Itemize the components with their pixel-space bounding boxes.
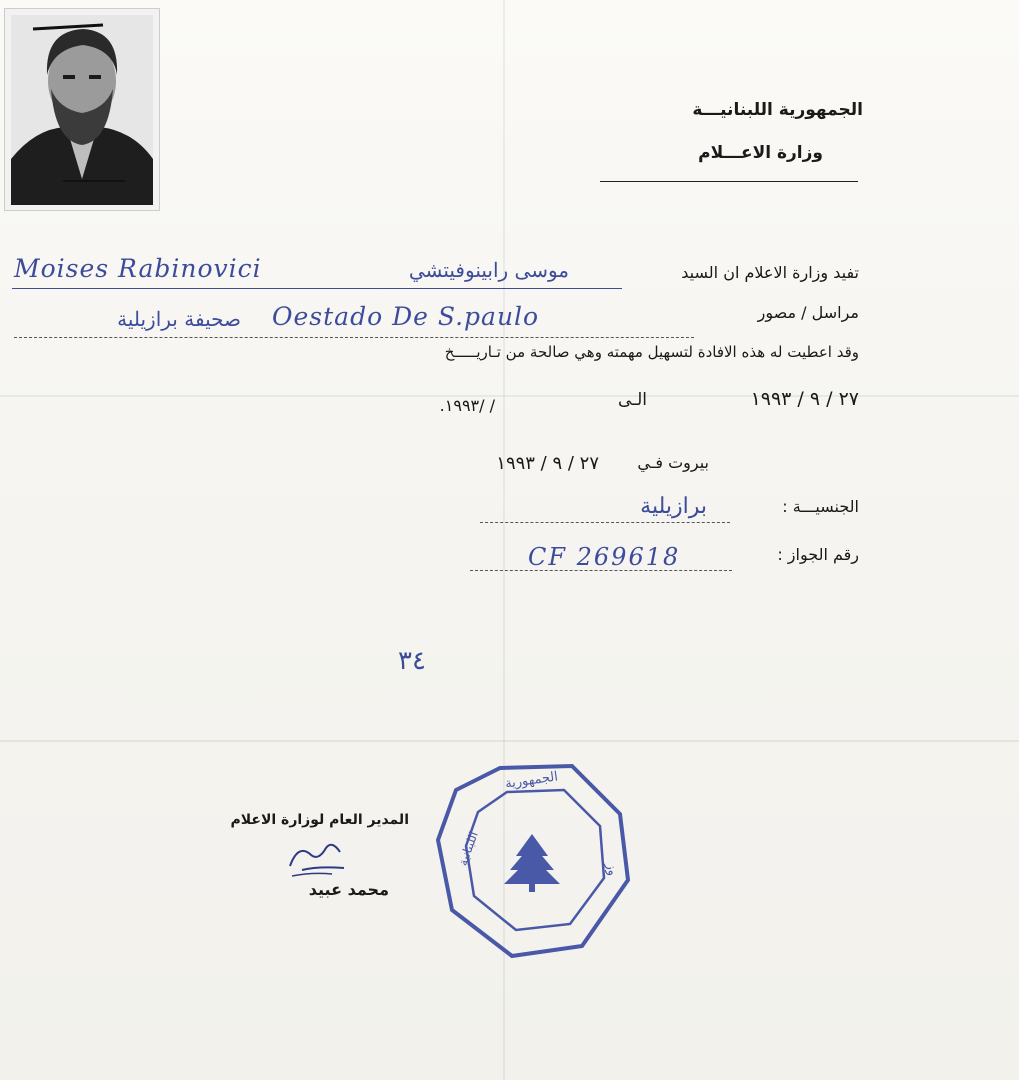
portrait-photo	[4, 8, 160, 211]
name-latin-handwritten: Moises Rabinovici	[14, 254, 262, 283]
passport-number-handwritten: CF 269618	[528, 543, 681, 571]
role-label: مراسل / مصور	[757, 303, 859, 322]
handwritten-signature	[282, 836, 352, 880]
nationality-label: الجنسيـــة :	[782, 497, 859, 516]
newspaper-arabic-handwritten: صحيفة برازيلية	[117, 307, 241, 331]
passport-label: رقم الجواز :	[777, 545, 859, 564]
issue-date: ٢٧ / ٩ / ١٩٩٣	[496, 453, 599, 474]
nationality-underline	[480, 522, 730, 523]
svg-text:اللبنانية: اللبنانية	[455, 829, 481, 868]
svg-text:وز: وز	[602, 861, 620, 877]
valid-to-date: / /١٩٩٣.	[439, 396, 495, 415]
newspaper-underline	[14, 337, 694, 338]
valid-to-label: الـى	[617, 390, 647, 410]
republic-heading: الجمهورية اللبنانيـــة	[692, 100, 863, 120]
svg-text:الجمهورية: الجمهورية	[504, 769, 559, 792]
signatory-title: المدير العام لوزارة الاعلام	[230, 812, 409, 828]
newspaper-latin-handwritten: Oestado De S.paulo	[272, 302, 540, 331]
validity-text: وقد اعطيت له هذه الافادة لتسهيل مهمته وهي صالحة من تـاريـــــخ	[444, 343, 859, 361]
fold-crease-horizontal	[0, 740, 1019, 742]
nationality-value-handwritten: برازيلية	[640, 494, 707, 519]
name-underline	[12, 288, 622, 289]
official-stamp-cedar-seal	[432, 760, 632, 960]
intro-text: تفيد وزارة الاعلام ان السيد	[681, 263, 859, 282]
passport-underline	[470, 570, 732, 571]
place-label: بيروت فـي	[637, 453, 709, 472]
name-arabic-handwritten: موسى رابينوفيتشي	[408, 258, 569, 282]
fold-crease-horizontal	[0, 395, 1019, 397]
valid-from-date: ٢٧ / ٩ / ١٩٩٣	[750, 388, 859, 410]
signatory-name: محمد عبيد	[308, 880, 389, 899]
ministry-heading: وزارة الاعـــلام	[698, 143, 823, 163]
header-underline	[600, 181, 858, 182]
reference-number-handwritten: ٣٤	[398, 646, 426, 676]
